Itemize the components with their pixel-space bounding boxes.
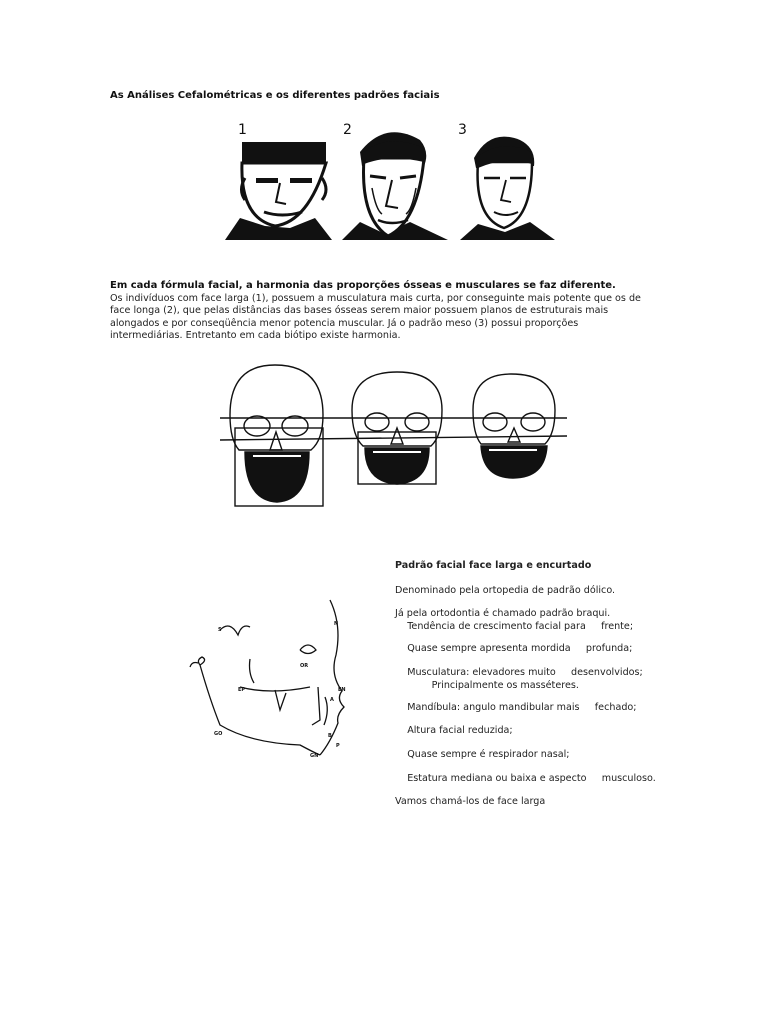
ceph-label-or: OR [300,663,309,669]
wide-face-portrait [225,142,332,240]
ceph-label-ep: EP [238,687,246,693]
skull-proportions-illustration [215,360,570,510]
face-label-2: 2 [343,122,352,138]
intro-paragraph [110,293,660,343]
long-face-portrait [342,132,448,240]
face-label-3: 3 [458,122,467,138]
description-line: Altura facial reduzida; [395,725,513,736]
ceph-label-en: EN [338,687,346,693]
meso-face-portrait [460,137,555,240]
wide-skull [230,365,323,506]
cephalometric-tracing [180,595,360,775]
description-line: Quase sempre apresenta mordida profunda; [395,643,633,654]
ceph-label-gn: GN [310,753,319,759]
description-line: Musculatura: elevadores muito desenvolvidos; [395,667,643,678]
ceph-label-a: A [330,697,334,703]
description-line: Principalmente os masséteres. [395,680,579,691]
ceph-label-b: B [328,733,332,739]
intro-line: face longa (2), que pelas distâncias das bases ósseas serem maior possuem planos de estruturais mais [110,305,609,317]
ceph-label-n: N [334,621,339,627]
intro-line: Os indivíduos com face larga (1), possuem a musculatura mais curta, por conseguinte mais potente que os de [110,293,641,304]
ceph-label-go: GO [214,731,223,737]
meso-skull [473,374,555,478]
ceph-label-p: P [336,743,340,749]
description-line: Já pela ortodontia é chamado padrão braqui. [395,608,611,619]
description-line: Quase sempre é respirador nasal; [395,749,570,760]
long-skull [352,372,442,484]
intro-line: intermediárias. Entretanto em cada biótipo existe harmonia. [110,330,401,342]
description-line: Mandíbula: angulo mandibular mais fechado; [395,702,637,713]
face-label-1: 1 [238,122,247,138]
document-title: As Análises Cefalométricas e os diferentes padrões faciais [110,90,440,101]
intro-line: alongados e por conseqüência menor potencia muscular. Já o padrão meso (3) possui proporções [110,317,579,329]
ceph-label-s: S [218,627,222,633]
description-line: Tendência de crescimento facial para frente; [395,621,634,632]
description-line: Denominado pela ortopedia de padrão dólico. [395,585,616,596]
facial-patterns-illustration [220,118,565,243]
description-line: Estatura mediana ou baixa e aspecto musculoso. [395,773,656,784]
section-title: Padrão facial face larga e encurtado [395,560,592,571]
description-line: Vamos chamá-los de face larga [395,796,546,807]
section-subheading: Em cada fórmula facial, a harmonia das proporções ósseas e musculares se faz diferente. [110,280,616,291]
